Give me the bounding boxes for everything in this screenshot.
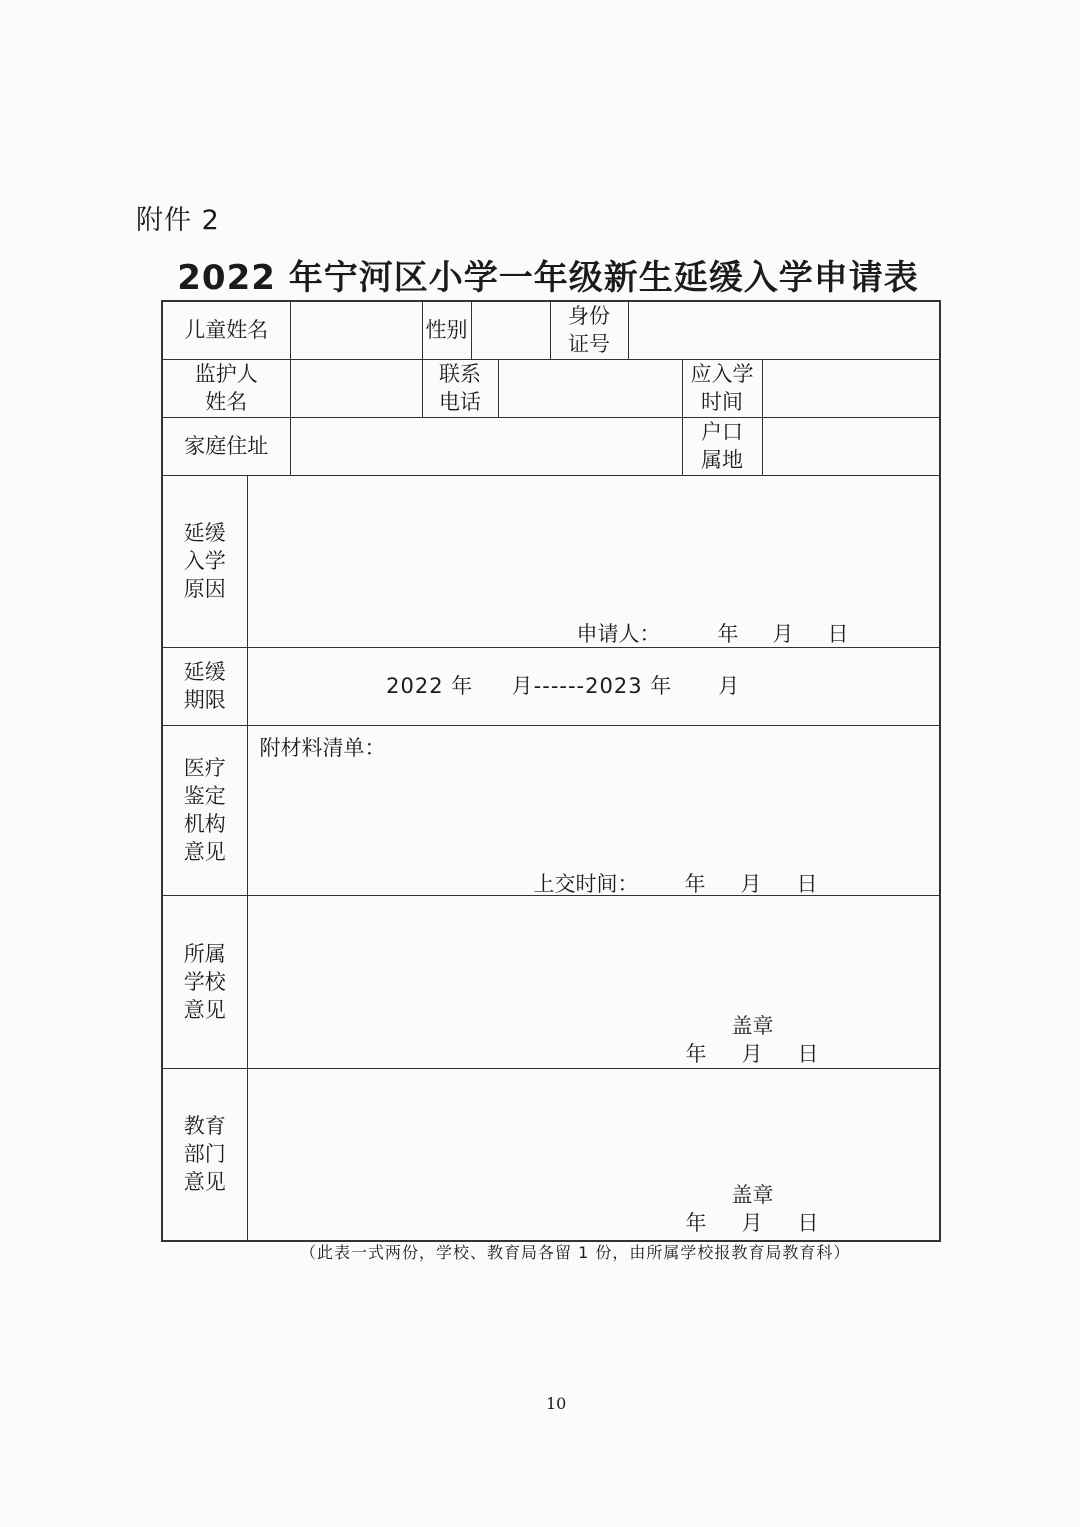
reason-month: 月 xyxy=(772,621,794,646)
school-seal-label: 盖章 xyxy=(731,1013,774,1038)
hukou-label: 户口属地 xyxy=(682,417,762,475)
education-month: 月 xyxy=(741,1210,763,1235)
page-number: 10 xyxy=(546,1394,567,1413)
application-form-table xyxy=(161,300,941,1242)
medical-year: 年 xyxy=(684,871,706,896)
home-address-label: 家庭住址 xyxy=(162,417,290,475)
materials-list-label: 附材料清单： xyxy=(259,735,386,760)
phone-field[interactable] xyxy=(498,359,682,417)
education-day: 日 xyxy=(797,1210,819,1235)
delay-reason-field[interactable] xyxy=(247,475,940,647)
footnote: （此表一式两份，学校、教育局各留 1 份，由所属学校报教育局教育科） xyxy=(300,1243,851,1262)
submit-time-label: 上交时间： xyxy=(533,871,639,896)
medical-opinion-label: 医疗鉴定机构意见 xyxy=(162,725,247,895)
medical-opinion-field[interactable] xyxy=(247,725,940,895)
guardian-name-field[interactable] xyxy=(290,359,422,417)
child-name-field[interactable] xyxy=(290,301,422,359)
school-day: 日 xyxy=(797,1041,819,1066)
school-month: 月 xyxy=(741,1041,763,1066)
phone-label: 联系电话 xyxy=(422,359,498,417)
medical-month: 月 xyxy=(740,871,762,896)
gender-field[interactable] xyxy=(471,301,550,359)
education-opinion-field[interactable] xyxy=(247,1068,940,1241)
gender-label: 性别 xyxy=(422,301,471,359)
school-opinion-field[interactable] xyxy=(247,895,940,1068)
id-number-label: 身份证号 xyxy=(550,301,628,359)
enroll-time-field[interactable] xyxy=(762,359,940,417)
home-address-field[interactable] xyxy=(290,417,682,475)
id-number-field[interactable] xyxy=(628,301,940,359)
education-year: 年 xyxy=(685,1210,707,1235)
hukou-field[interactable] xyxy=(762,417,940,475)
school-year: 年 xyxy=(685,1041,707,1066)
delay-period-label: 延缓期限 xyxy=(162,647,247,725)
delay-period-field[interactable]: 2022 年 月------2023 年 月 xyxy=(247,647,940,725)
applicant-label: 申请人： xyxy=(576,621,661,646)
child-name-label: 儿童姓名 xyxy=(162,301,290,359)
reason-year: 年 xyxy=(717,621,739,646)
education-seal-label: 盖章 xyxy=(731,1182,774,1207)
reason-day: 日 xyxy=(827,621,849,646)
form-title: 2022 年宁河区小学一年级新生延缓入学申请表 xyxy=(177,258,919,298)
attachment-label: 附件 2 xyxy=(136,205,220,236)
delay-reason-label: 延缓入学原因 xyxy=(162,475,247,647)
enroll-time-label: 应入学时间 xyxy=(682,359,762,417)
guardian-name-label: 监护人姓名 xyxy=(162,359,290,417)
medical-day: 日 xyxy=(796,871,818,896)
education-opinion-label: 教育部门意见 xyxy=(162,1068,247,1241)
school-opinion-label: 所属学校意见 xyxy=(162,895,247,1068)
